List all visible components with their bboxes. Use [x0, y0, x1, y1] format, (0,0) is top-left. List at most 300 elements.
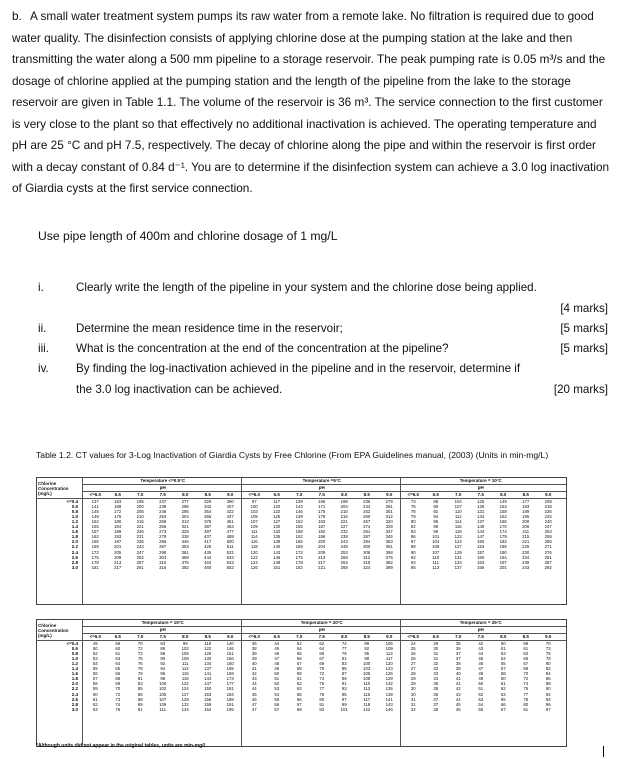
ph-value: 7.5 [159, 634, 166, 639]
ct-value: 166 [318, 499, 326, 504]
ct-value: 150 [477, 539, 485, 545]
ct-value: 146 [385, 706, 393, 712]
ct-value: 98 [160, 676, 166, 682]
ct-value: 170 [499, 524, 507, 530]
ct-value: 55 [296, 651, 302, 657]
ct-value: 79 [410, 514, 416, 520]
ct-value: 58 [296, 666, 302, 672]
ct-value: 96 [545, 701, 551, 707]
ph-header: pH [477, 485, 484, 490]
ct-value: 196 [318, 534, 326, 540]
ct-value: 452 [204, 559, 212, 565]
ct-value: 174 [499, 529, 507, 535]
ct-value: 194 [499, 554, 507, 560]
ct-value: 31 [410, 696, 416, 702]
ct-value: 95 [364, 651, 370, 657]
ct-value: 172 [295, 549, 303, 555]
ct-value: 179 [318, 514, 326, 520]
ct-value: 53 [500, 651, 506, 657]
ph-value: <=6.0 [407, 492, 419, 497]
ct-value: 88 [433, 499, 439, 504]
ct-value: 464 [226, 524, 234, 530]
ct-value: 129 [454, 549, 462, 555]
block-divider [241, 619, 242, 747]
ct-value: 292 [544, 564, 552, 570]
ct-value: 234 [522, 554, 530, 560]
ph-value: 8.5 [204, 492, 211, 497]
ct-value: 109 [250, 524, 258, 530]
ct-value: 144 [477, 529, 485, 535]
ct-value: 59 [92, 686, 98, 692]
ct-value: 376 [204, 519, 212, 525]
ct-value: 88 [160, 651, 166, 657]
ct-value: 132 [385, 681, 393, 687]
ct-value: 50 [274, 671, 280, 677]
ct-value: 134 [204, 661, 212, 667]
ct-value: 92 [410, 554, 416, 560]
ph-value: 7.0 [455, 634, 462, 639]
ct-value: 63 [115, 656, 121, 662]
ct-value: 74 [115, 701, 121, 707]
ct-value: 62 [296, 681, 302, 687]
ct-value: 101 [340, 706, 348, 712]
ct-value: 195 [522, 514, 530, 520]
ct-value: 43 [251, 676, 257, 682]
ct-value: 62 [319, 641, 325, 646]
ct-value: 253 [159, 514, 167, 520]
ct-value: 114 [454, 519, 462, 525]
ph-value: 9.0 [227, 634, 234, 639]
ct-value: 111 [181, 661, 189, 667]
ct-value: 375 [385, 554, 393, 560]
ct-value: 131 [454, 554, 462, 560]
ct-value: 444 [204, 554, 212, 560]
ct-value: 31 [410, 701, 416, 707]
ph-value: 9.0 [386, 634, 393, 639]
ct-value: 83 [137, 681, 143, 687]
ct-value: 236 [363, 499, 371, 504]
ct-value: 94 [433, 514, 439, 520]
ct-value: 316 [159, 564, 167, 570]
ct-value: 57 [500, 666, 506, 672]
concentration-value: 2.6 [71, 554, 78, 560]
ct-value: 451 [226, 519, 234, 525]
concentration-value: 1.8 [71, 534, 78, 540]
ct-value: 243 [522, 564, 530, 570]
ct-value: 258 [340, 554, 348, 560]
ct-value: 83 [341, 661, 347, 667]
ct-value: 44 [274, 641, 280, 646]
question-marks: [20 marks] [553, 382, 608, 396]
ph-value: 6.5 [273, 634, 280, 639]
ct-value: 123 [385, 666, 393, 672]
ct-value: 49 [274, 666, 280, 672]
ct-value: 45 [478, 656, 484, 662]
block-divider [400, 477, 401, 605]
ct-value: 205 [136, 509, 144, 515]
ct-value: 35 [433, 681, 439, 687]
ct-value: 165 [91, 539, 99, 545]
ct-value: 119 [363, 701, 371, 707]
ct-value: 44 [251, 681, 257, 687]
ct-value: 126 [385, 671, 393, 677]
ct-value: 304 [181, 514, 189, 520]
ct-value: 122 [363, 706, 371, 712]
ct-value: 33 [433, 671, 439, 677]
ct-value: 306 [363, 549, 371, 555]
ct-value: 291 [385, 504, 393, 510]
ct-value: 204 [340, 504, 348, 510]
ct-value: 65 [500, 696, 506, 702]
ct-value: 533 [226, 554, 234, 560]
ct-value: 78 [319, 691, 325, 697]
ct-value: 66 [115, 671, 121, 677]
ct-value: 67 [319, 656, 325, 662]
ct-value: 37 [433, 701, 439, 707]
question-list [38, 278, 608, 400]
ct-value: 99 [182, 641, 188, 646]
ct-value: 312 [363, 554, 371, 560]
ct-value: 89 [137, 701, 143, 707]
ct-value: 281 [363, 529, 371, 535]
ct-value: 82 [410, 524, 416, 530]
ct-value: 132 [181, 701, 189, 707]
ct-value: 100 [250, 504, 258, 510]
ct-value: 160 [477, 554, 485, 560]
ct-value: 90 [433, 504, 439, 510]
concentration-value: 1.4 [71, 666, 78, 672]
ct-value: 78 [523, 696, 529, 702]
ct-value: 51 [478, 686, 484, 692]
ct-value: 45 [251, 691, 257, 697]
ct-value: 76 [115, 706, 121, 712]
ct-value: 122 [181, 681, 189, 687]
ct-value: 273 [159, 529, 167, 535]
ph-value: 6.5 [114, 492, 121, 497]
concentration-value: 1.6 [71, 529, 78, 535]
ct-value: 45 [455, 701, 461, 707]
ct-value: 98 [433, 524, 439, 530]
ct-value: 197 [499, 559, 507, 565]
ct-value: 41 [455, 676, 461, 682]
ct-value: 27 [410, 661, 416, 667]
ct-value: 310 [159, 559, 167, 565]
ct-value: 61 [523, 646, 529, 652]
ct-value: 62 [500, 686, 506, 692]
concentration-value: 2.8 [71, 559, 78, 565]
ct-value: 55 [92, 666, 98, 672]
ct-value: 171 [318, 504, 326, 510]
ct-value: 184 [226, 691, 234, 697]
ct-value: 108 [181, 656, 189, 662]
ct-value: 51 [500, 646, 506, 652]
ct-value: 157 [91, 529, 99, 535]
ct-value: 210 [340, 509, 348, 515]
ct-value: 122 [250, 554, 258, 560]
ct-value: 324 [363, 564, 371, 570]
column-divider [82, 477, 83, 605]
ct-value: 58 [92, 681, 98, 687]
ct-value: 177 [226, 681, 234, 687]
ct-value: 263 [340, 559, 348, 565]
ct-value: 102 [181, 646, 189, 652]
question-text: Determine the mean residence time in the reservoir; [76, 322, 343, 335]
ct-value: 85 [137, 686, 143, 692]
ct-value: 221 [318, 564, 326, 570]
question-iv [38, 359, 608, 400]
ct-value: 54 [478, 701, 484, 707]
ct-value: 277 [181, 499, 189, 504]
ct-value: 105 [250, 514, 258, 520]
concentration-value: 0.8 [71, 651, 78, 657]
concentration-value: 1.0 [71, 656, 78, 662]
ct-value: 78 [410, 509, 416, 515]
ct-value: 63 [523, 651, 529, 657]
ct-value: 50 [500, 641, 506, 646]
ct-value: 189 [114, 529, 122, 535]
ct-value: 320 [385, 519, 393, 525]
concentration-value: 2.0 [71, 539, 78, 545]
ph-value: 8.5 [522, 634, 529, 639]
ct-value: 417 [204, 539, 212, 545]
problem-text: A small water treatment system pumps its raw water from a remote lake. No filtration is required due to good water quality. The disinfection consists of applying chlorine dose at the pumping station at the lake and then transmitting the water along a 500 mm pipeline to a storage reservoir. The peak pumping rate is 0.05 m³/s and the dosage of chlorine applied at the pumping station and the length of the pipeline from the lake to the storage reservoir are given in Table 1.1. The volume of the reservoir is 36 m³. The service connection to the first customer is very close to the plant so that effectively no additional inactivation is achieved. The operating temperature and pH are 25 °C and pH 7.5, respectively. The decay of chlorine along the pipe and within the reservoir is first order with a decay constant of 0.84 d⁻¹. You are to determine if the disinfection system can achieve a 3.0 log inactivation of Giardia cysts at the first service connection. [12, 9, 610, 195]
ct-value: 397 [204, 529, 212, 535]
ct-value: 38 [251, 646, 257, 652]
ct-value: 97 [251, 499, 257, 504]
ct-value: 109 [159, 701, 167, 707]
ct-value: 353 [385, 539, 393, 545]
ct-value: 47 [251, 701, 257, 707]
ct-value: 237 [159, 499, 167, 504]
ct-value: 75 [137, 656, 143, 662]
ct-value: 149 [499, 499, 507, 504]
ct-value: 138 [273, 539, 281, 545]
ct-value: 141 [385, 696, 393, 702]
question-marks: [5 marks] [560, 342, 608, 355]
ct-value: 53 [92, 656, 98, 662]
ct-value: 200 [522, 519, 530, 525]
ct-value: 99 [433, 529, 439, 535]
question-number: iv. [38, 362, 49, 375]
ct-value: 38 [455, 661, 461, 667]
question-iii [38, 339, 608, 359]
ct-value: 57 [296, 661, 302, 667]
ph-value: 9.0 [545, 492, 552, 497]
ct-value: 86 [545, 676, 551, 682]
ct-value: 51 [274, 676, 280, 682]
question-i [38, 278, 608, 319]
ct-value: 80 [545, 661, 551, 667]
ph-value: 8.0 [341, 634, 348, 639]
ct-value: 279 [385, 499, 393, 504]
ct-value: 37 [433, 696, 439, 702]
ct-value: 522 [226, 549, 234, 555]
ct-value: 135 [385, 686, 393, 692]
ct-value: 40 [455, 671, 461, 677]
ct-value: 26 [410, 656, 416, 662]
ct-value: 247 [544, 524, 552, 530]
ct-value: 163 [114, 499, 122, 504]
ct-value: 426 [204, 544, 212, 550]
ct-value: 105 [385, 641, 393, 646]
ct-value: 152 [91, 519, 99, 525]
ct-value: 120 [273, 504, 281, 510]
ct-value: 221 [340, 519, 348, 525]
ct-value: 155 [91, 524, 99, 530]
ph-value: <=6.0 [89, 492, 101, 497]
ph-value: 7.5 [318, 634, 325, 639]
temperature-header: Temperature <=0.5°C [140, 478, 186, 483]
ct-value: 47 [478, 666, 484, 672]
ct-value: 143 [295, 504, 303, 510]
ct-value: 165 [295, 539, 303, 545]
concentration-value: 1.6 [71, 671, 78, 677]
ct-value: 140 [273, 544, 281, 550]
ct-value: 387 [204, 524, 212, 530]
ct-value: 105 [159, 691, 167, 697]
ct-value: 113 [363, 686, 371, 692]
ct-value: 48 [478, 671, 484, 677]
ct-value: 86 [160, 646, 166, 652]
ph-value: 8.5 [363, 634, 370, 639]
question-marks: [5 marks] [560, 322, 608, 335]
ct-value: 119 [181, 676, 189, 682]
question-text: Clearly write the length of the pipeline in your system and the chlorine dose being applied. [76, 281, 537, 294]
ct-value: 281 [544, 554, 552, 560]
ct-value: 52 [296, 641, 302, 646]
ct-value: 122 [454, 534, 462, 540]
ct-value: 368 [385, 549, 393, 555]
concentration-value: 1.2 [71, 519, 78, 525]
ct-value: 500 [226, 539, 234, 545]
ct-value: 77 [319, 686, 325, 692]
ct-value: 342 [204, 504, 212, 510]
ct-value: 38 [433, 706, 439, 712]
ct-value: 125 [477, 499, 485, 504]
ct-value: 268 [340, 564, 348, 570]
concentration-value: 3.0 [71, 706, 78, 712]
ct-value: 437 [226, 514, 234, 520]
ct-value: 76 [137, 661, 143, 667]
ct-value: 42 [455, 686, 461, 692]
ct-value: 149 [295, 514, 303, 520]
ct-value: 28 [410, 671, 416, 677]
ct-value: 368 [181, 554, 189, 560]
ct-value: 137 [204, 666, 212, 672]
ct-value: 65 [296, 691, 302, 697]
ct-value: 39 [251, 656, 257, 662]
ct-value: 221 [522, 539, 530, 545]
ct-value: 169 [295, 544, 303, 550]
ct-value: 53 [478, 696, 484, 702]
given-values-note: Use pipe length of 400m and chlorine dosage of 1 mg/L [38, 229, 338, 243]
ct-value: 209 [544, 499, 552, 504]
ct-value: 209 [114, 554, 122, 560]
ct-value: 35 [455, 641, 461, 646]
ct-value: 64 [115, 661, 121, 667]
ph-value: <=6.0 [407, 634, 419, 639]
ct-value: 181 [91, 564, 99, 570]
ct-value: 45 [274, 646, 280, 652]
ct-value: 210 [136, 514, 144, 520]
concentration-value: 0.6 [71, 504, 78, 510]
ct-value: 226 [544, 509, 552, 515]
ct-value: 99 [341, 701, 347, 707]
ct-value: 105 [181, 651, 189, 657]
ct-value: 61 [500, 681, 506, 687]
ct-value: 69 [523, 666, 529, 672]
ct-value: 238 [340, 534, 348, 540]
ct-value: 54 [500, 656, 506, 662]
ct-value: 146 [226, 646, 234, 652]
ph-value: 8.0 [341, 492, 348, 497]
ct-value: 73 [545, 646, 551, 652]
ph-value: 7.0 [296, 634, 303, 639]
ct-value: 248 [340, 544, 348, 550]
ct-value: 26 [410, 651, 416, 657]
ct-value: 337 [385, 529, 393, 535]
ct-value: 297 [159, 544, 167, 550]
ct-value: 113 [385, 651, 393, 657]
ct-value: 144 [204, 676, 212, 682]
ph-value: <=6.0 [248, 634, 260, 639]
ct-value: 134 [477, 514, 485, 520]
ct-value: 81 [341, 656, 347, 662]
ct-value: 211 [522, 529, 530, 535]
ct-value: 60 [115, 646, 121, 652]
concentration-value: 3.0 [71, 564, 78, 570]
ct-value: 56 [296, 656, 302, 662]
ct-value: 232 [340, 529, 348, 535]
ct-value: 32 [433, 661, 439, 667]
ct-value: 29 [410, 681, 416, 687]
question-number: ii. [38, 322, 47, 335]
ct-value: 127 [273, 519, 281, 525]
ct-value: 382 [385, 559, 393, 565]
ct-value: 169 [226, 671, 234, 677]
ct-value: 221 [136, 524, 144, 530]
ct-value: 116 [454, 524, 462, 530]
ph-value: 8.0 [182, 492, 189, 497]
ct-value: 176 [114, 514, 122, 520]
ct-value: 105 [363, 671, 371, 677]
ct-value: 29 [433, 641, 439, 646]
ct-value: 150 [204, 686, 212, 692]
ct-value: 143 [385, 701, 393, 707]
ct-value: 460 [204, 564, 212, 570]
ct-value: 294 [363, 539, 371, 545]
ct-value: 104 [454, 499, 462, 504]
ct-value: 152 [295, 519, 303, 525]
ct-value: 329 [385, 524, 393, 530]
ct-value: 61 [296, 676, 302, 682]
ct-value: 118 [250, 544, 258, 550]
ct-value: 46 [274, 651, 280, 657]
ct-value: 198 [340, 499, 348, 504]
ct-value: 61 [115, 651, 121, 657]
ct-value: 300 [363, 544, 371, 550]
ct-value: 111 [432, 559, 440, 565]
ct-value: 82 [545, 666, 551, 672]
ct-value: 120 [385, 661, 393, 667]
ct-value: 52 [274, 681, 280, 687]
ct-value: 163 [477, 559, 485, 565]
ct-value: 75 [523, 686, 529, 692]
ct-value: 345 [385, 534, 393, 540]
ct-value: 81 [523, 706, 529, 712]
ct-value: 184 [114, 524, 122, 530]
ct-value: 75 [410, 504, 416, 510]
